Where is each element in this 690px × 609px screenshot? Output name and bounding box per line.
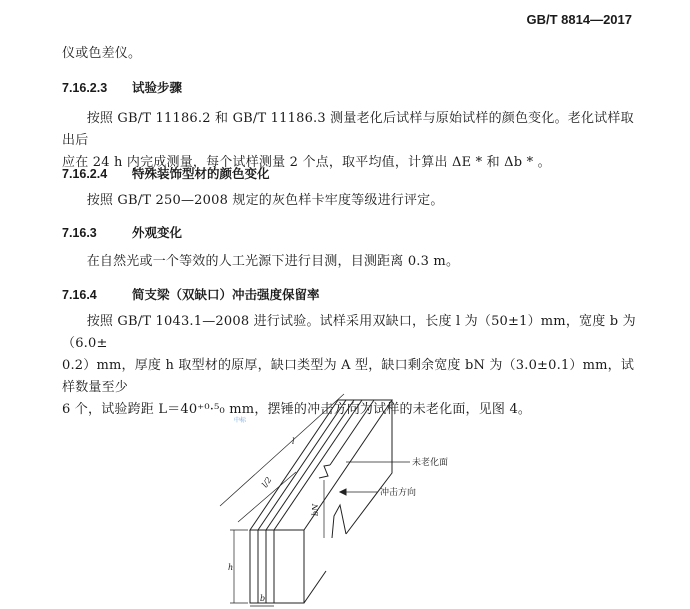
impact-direction-label: 冲击方向 — [380, 488, 417, 498]
text-line-content: 按照 GB/T 11186.2 和 GB/T 11186.3 测量老化后试样与原始试样的颜色变化。老化试样取出后 — [62, 111, 634, 148]
text-line-content: 按照 GB/T 1043.1—2008 进行试验。试样采用双缺口，长度 l 为（50±1）mm，宽度 b 为（6.0± — [62, 314, 636, 351]
text-line: 6 个，试验跨距 L＝40⁺⁰·⁵₀ mm，摆锤的冲击方向为试样的未老化面，见图 4。 — [62, 402, 532, 417]
section-number: 7.16.2.3 — [62, 81, 108, 95]
section-heading-7-16-3 — [62, 223, 182, 241]
standard-number: GB/T 8814—2017 — [526, 12, 632, 27]
length-label: l — [292, 437, 295, 446]
height-label: h — [228, 563, 234, 572]
unaged-face-label: 未老化面 — [412, 458, 449, 468]
half-length-label: l/2 — [260, 475, 274, 490]
top-face-line — [330, 400, 374, 465]
text-line: 应在 24 h 内完成测量，每个试样测量 2 个点，取平均值，计算出 ΔE * 和 Δb * 。 — [62, 155, 551, 170]
upper-notch — [319, 465, 330, 478]
section-number: 7.16.2.4 — [62, 167, 108, 181]
text-line — [62, 108, 640, 152]
section-title: 外观变化 — [132, 226, 183, 240]
text-line — [62, 311, 640, 355]
width-label: b — [260, 594, 266, 603]
section-title: 简支梁（双缺口）冲击强度保留率 — [132, 288, 320, 302]
lower-notch — [332, 505, 346, 538]
section-number: 7.16.4 — [62, 288, 97, 302]
section-heading-7-16-2-4 — [62, 164, 270, 182]
watermark-stamp: 中标 — [234, 418, 247, 424]
text-line-content: 在自然光或一个等效的人工光源下进行目测，目测距离 0.3 m。 — [86, 254, 460, 269]
paragraph-appearance — [62, 251, 640, 273]
text-line-content: 按照 GB/T 250—2008 规定的灰色样卡牢度等级进行评定。 — [86, 193, 444, 208]
section-title: 特殊装饰型材的颜色变化 — [132, 167, 270, 181]
bn-label: bN — [311, 503, 320, 516]
specimen-drawing — [200, 388, 500, 609]
text-line: 0.2）mm，厚度 h 取型材的原厚，缺口类型为 A 型，缺口剩余宽度 bN 为（3.0±0.1）mm，试样数量至少 — [62, 358, 635, 395]
section-title: 试验步骤 — [132, 81, 183, 95]
top-face-line — [258, 400, 346, 530]
section-heading-7-16-2-3 — [62, 78, 182, 96]
impact-arrow-head — [340, 489, 346, 495]
figure-4-specimen-diagram — [200, 388, 500, 609]
specimen-bottom-edge — [304, 571, 326, 603]
specimen-side-face — [346, 400, 392, 534]
paragraph-continuation: 仪或色差仪。 — [62, 46, 142, 61]
length-dimension-line — [220, 394, 344, 506]
paragraph-decorative-color — [62, 190, 640, 212]
section-heading-7-16-4 — [62, 285, 320, 303]
section-number: 7.16.3 — [62, 226, 97, 240]
